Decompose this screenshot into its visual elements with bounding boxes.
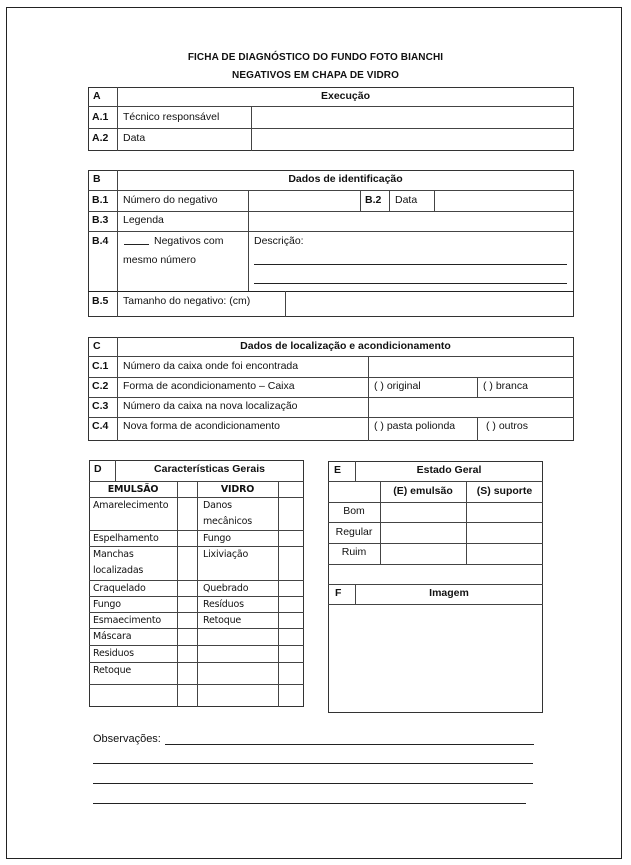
section-d-heading: Características Gerais (154, 463, 265, 475)
section-b-code: B (93, 173, 101, 185)
section-e-code: E (334, 464, 342, 476)
c3-code: C.3 (92, 400, 109, 412)
description-line-1[interactable] (254, 264, 567, 265)
a1-code: A.1 (92, 111, 109, 123)
vidro-quebrado: Quebrado (203, 583, 249, 594)
observacoes-line-1[interactable] (165, 744, 534, 745)
c4-option-outros[interactable]: ( ) outros (486, 420, 529, 432)
b4-count-blank[interactable] (124, 244, 149, 245)
b2-data-field[interactable] (435, 191, 573, 211)
col-s-suporte-header: (S) suporte (476, 485, 533, 497)
estado-emulsao-cells[interactable] (381, 503, 466, 564)
observacoes-line-3[interactable] (93, 783, 533, 784)
emulsao-mascara: Máscara (93, 631, 132, 642)
b5-code: B.5 (92, 295, 109, 307)
b5-label: Tamanho do negativo: (cm) (123, 295, 251, 307)
estado-bom: Bom (343, 505, 365, 517)
c4-label: Nova forma de acondicionamento (123, 420, 281, 432)
b4-label-line1: Negativos com (154, 235, 224, 247)
b5-tamanho-field[interactable] (286, 292, 573, 316)
c1-label: Número da caixa onde foi encontrada (123, 360, 299, 372)
document-subtitle: NEGATIVOS EM CHAPA DE VIDRO (232, 70, 399, 81)
section-a-code: A (93, 90, 101, 102)
b1-code: B.1 (92, 194, 109, 206)
section-f-code: F (335, 587, 342, 599)
emulsao-checkbox-column[interactable] (178, 498, 197, 706)
emulsao-esmaecimento: Esmaecimento (93, 615, 161, 626)
estado-ruim: Ruim (341, 546, 367, 558)
b2-code: B.2 (365, 194, 382, 206)
emulsao-fungo: Fungo (93, 599, 121, 610)
emulsao-espelhamento: Espelhamento (93, 533, 159, 544)
vidro-checkbox-column[interactable] (279, 498, 303, 706)
section-c-code: C (93, 340, 101, 352)
c2-label: Forma de acondicionamento – Caixa (123, 380, 295, 392)
vidro-lixiviacao: Lixiviação (203, 549, 249, 560)
description-line-2[interactable] (254, 283, 567, 284)
c3-field[interactable] (369, 398, 573, 417)
col-vidro-header: VIDRO (220, 484, 255, 495)
c1-code: C.1 (92, 360, 109, 372)
a1-label: Técnico responsável (123, 111, 220, 123)
c2-option-original[interactable]: ( ) original (374, 380, 421, 392)
b4-label-line2: mesmo número (123, 254, 196, 266)
observacoes-line-2[interactable] (93, 763, 533, 764)
observacoes-label: Observações: (93, 733, 161, 745)
a2-code: A.2 (92, 132, 109, 144)
document-title: FICHA DE DIAGNÓSTICO DO FUNDO FOTO BIANCHI (187, 52, 444, 63)
section-a-heading: Execução (320, 90, 371, 102)
section-f-heading: Imagem (429, 587, 469, 599)
c2-option-branca[interactable]: ( ) branca (483, 380, 528, 392)
c4-option-pasta-polionda[interactable]: ( ) pasta polionda (374, 420, 456, 432)
emulsao-retoque: Retoque (93, 665, 132, 676)
section-d-code: D (94, 463, 102, 475)
emulsao-craquelado: Craquelado (93, 583, 146, 594)
b3-code: B.3 (92, 214, 109, 226)
vidro-mecanicos: mecânicos (203, 516, 252, 527)
vidro-fungo: Fungo (203, 533, 231, 544)
c4-code: C.4 (92, 420, 109, 432)
b3-legenda-field[interactable] (249, 212, 573, 231)
b3-label: Legenda (123, 214, 164, 226)
emulsao-amarelecimento: Amarelecimento (93, 500, 169, 511)
c3-label: Número da caixa na nova localização (123, 400, 298, 412)
a2-label: Data (123, 132, 146, 144)
b1-numero-field[interactable] (249, 191, 360, 211)
estado-suporte-cells[interactable] (467, 503, 542, 564)
section-c-heading: Dados de localização e acondicionamento (240, 340, 451, 352)
col-emulsao-header: EMULSÃO (107, 484, 159, 495)
c2-code: C.2 (92, 380, 109, 392)
vidro-danos: Danos (203, 500, 232, 511)
emulsao-localizadas: localizadas (93, 565, 144, 576)
b2-label: Data (395, 194, 418, 206)
observacoes-line-4[interactable] (93, 803, 526, 804)
a1-tecnico-field[interactable] (252, 107, 573, 128)
c1-field[interactable] (369, 357, 573, 377)
b4-description-label: Descrição: (254, 235, 304, 247)
vidro-residuos: Resíduos (203, 599, 244, 610)
section-b-heading: Dados de identificação (288, 173, 403, 185)
emulsao-residuos: Residuos (93, 648, 134, 659)
vidro-retoque: Retoque (203, 615, 242, 626)
emulsao-manchas: Manchas (93, 549, 134, 560)
section-e-heading: Estado Geral (416, 464, 482, 476)
b4-code: B.4 (92, 235, 109, 247)
col-e-emulsao-header: (E) emulsão (393, 485, 453, 497)
image-area[interactable] (329, 605, 542, 712)
b1-label: Número do negativo (123, 194, 218, 206)
a2-data-field[interactable] (252, 129, 573, 150)
estado-regular: Regular (335, 526, 373, 538)
